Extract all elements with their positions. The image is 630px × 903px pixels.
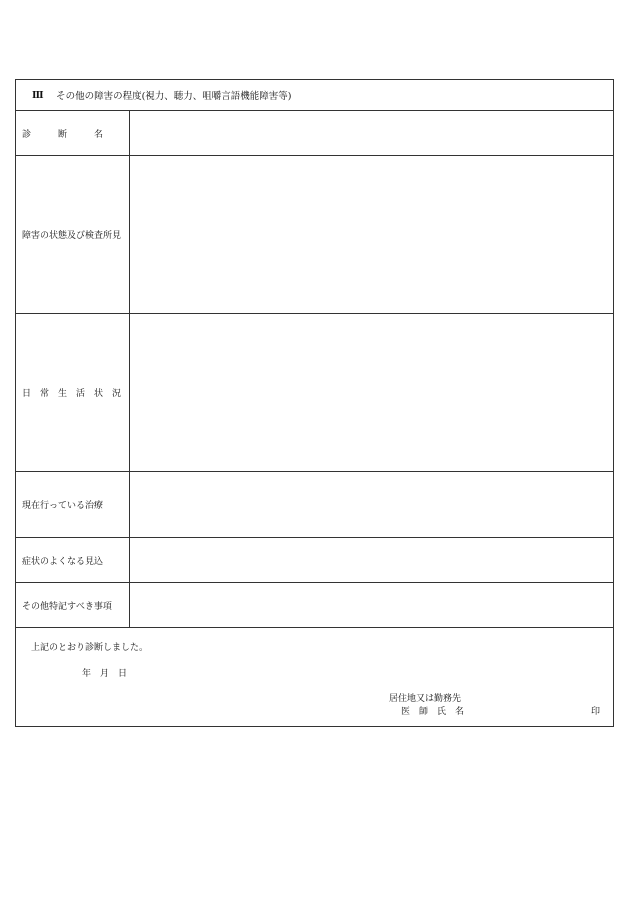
diagnosis-field[interactable] xyxy=(130,111,613,155)
condition-findings-row xyxy=(16,156,613,314)
special-notes-field[interactable] xyxy=(130,583,613,627)
physician-name-label: 医 師 氏 名 xyxy=(401,707,465,717)
condition-findings-label: 障害の状態及び検査所見 xyxy=(16,156,130,313)
seal-mark: 印 xyxy=(591,707,601,717)
daily-life-label: 日 常 生 活 状 況 xyxy=(16,314,130,471)
current-treatment-row xyxy=(16,472,613,538)
special-notes-row xyxy=(16,583,613,628)
prognosis-field[interactable] xyxy=(130,538,613,582)
daily-life-row xyxy=(16,314,613,472)
section-header xyxy=(16,80,613,111)
date-line[interactable]: 年 月 日 xyxy=(82,669,128,679)
condition-findings-field[interactable] xyxy=(130,156,613,313)
special-notes-label: その他特記すべき事項 xyxy=(16,583,130,627)
section-numeral: Ⅲ xyxy=(32,89,45,101)
prognosis-row xyxy=(16,538,613,583)
section-title: その他の障害の程度(視力、聴力、咀嚼言語機能障害等) xyxy=(56,91,292,102)
disability-certificate-form xyxy=(15,79,614,727)
current-treatment-field[interactable] xyxy=(130,472,613,537)
diagnosis-row xyxy=(16,111,613,156)
diagnosis-statement: 上記のとおり診断しました。 xyxy=(31,643,149,653)
signature-block xyxy=(16,628,613,726)
address-label: 居住地又は勤務先 xyxy=(389,694,462,704)
diagnosis-label: 診 断 名 xyxy=(16,111,130,155)
daily-life-field[interactable] xyxy=(130,314,613,471)
current-treatment-label: 現在行っている治療 xyxy=(16,472,130,537)
prognosis-label: 症状のよくなる見込 xyxy=(16,538,130,582)
